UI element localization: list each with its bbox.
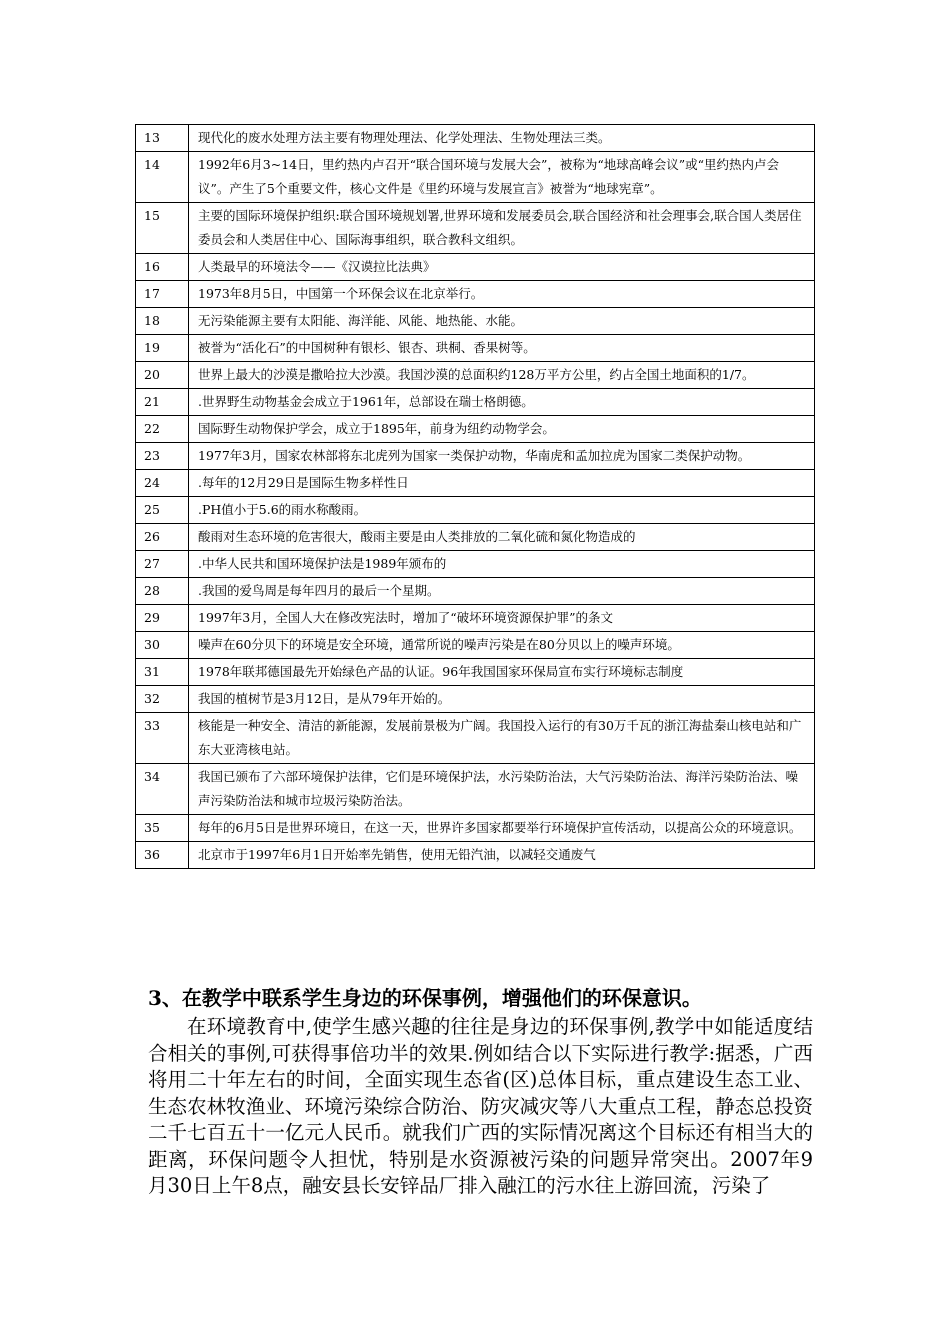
row-text: 每年的6月5日是世界环境日，在这一天，世界许多国家都要举行环境保护宣传活动，以提高公众的环境意识。 (189, 815, 815, 842)
facts-table-body (136, 125, 815, 869)
table-row (136, 842, 815, 869)
table-row (136, 281, 815, 308)
row-number: 20 (136, 362, 189, 389)
row-text: 人类最早的环境法令——《汉谟拉比法典》 (189, 254, 815, 281)
row-text: .世界野生动物基金会成立于1961年，总部设在瑞士格朗德。 (189, 389, 815, 416)
row-text: .每年的12月29日是国际生物多样性日 (189, 470, 815, 497)
row-text: .PH值小于5.6的雨水称酸雨。 (189, 497, 815, 524)
row-number: 27 (136, 551, 189, 578)
row-number: 24 (136, 470, 189, 497)
table-row (136, 524, 815, 551)
row-number: 30 (136, 632, 189, 659)
row-text: 无污染能源主要有太阳能、海洋能、风能、地热能、水能。 (189, 308, 815, 335)
row-text: 噪声在60分贝下的环境是安全环境，通常所说的噪声污染是在80分贝以上的噪声环境。 (189, 632, 815, 659)
row-text: 1973年8月5日，中国第一个环保会议在北京举行。 (189, 281, 815, 308)
row-text: 被誉为“活化石”的中国树种有银杉、银杏、珙桐、香果树等。 (189, 335, 815, 362)
table-row (136, 125, 815, 152)
row-number: 18 (136, 308, 189, 335)
table-row (136, 497, 815, 524)
row-number: 23 (136, 443, 189, 470)
table-row (136, 686, 815, 713)
row-text: 1977年3月，国家农林部将东北虎列为国家一类保护动物，华南虎和孟加拉虎为国家二类保护动物。 (189, 443, 815, 470)
table-row (136, 470, 815, 497)
row-number: 26 (136, 524, 189, 551)
row-text: 现代化的废水处理方法主要有物理处理法、化学处理法、生物处理法三类。 (189, 125, 815, 152)
row-number: 16 (136, 254, 189, 281)
table-row (136, 713, 815, 764)
table-row (136, 254, 815, 281)
row-number: 22 (136, 416, 189, 443)
facts-table (135, 124, 815, 869)
table-row (136, 335, 815, 362)
row-text: 北京市于1997年6月1日开始率先销售，使用无铅汽油，以减轻交通废气 (189, 842, 815, 869)
row-text: 酸雨对生态环境的危害很大，酸雨主要是由人类排放的二氧化硫和氮化物造成的 (189, 524, 815, 551)
row-text: .我国的爱鸟周是每年四月的最后一个星期。 (189, 578, 815, 605)
row-text: 1978年联邦德国最先开始绿色产品的认证。96年我国国家环保局宣布实行环境标志制度 (189, 659, 815, 686)
table-row (136, 815, 815, 842)
row-number: 31 (136, 659, 189, 686)
section-heading: 3、在教学中联系学生身边的环保事例，增强他们的环保意识。 (148, 986, 702, 1010)
row-number: 33 (136, 713, 189, 764)
row-text: 1997年3月，全国人大在修改宪法时，增加了“破坏环境资源保护罪”的条文 (189, 605, 815, 632)
row-number: 36 (136, 842, 189, 869)
row-number: 32 (136, 686, 189, 713)
row-number: 21 (136, 389, 189, 416)
row-number: 35 (136, 815, 189, 842)
row-number: 13 (136, 125, 189, 152)
row-number: 34 (136, 764, 189, 815)
table-row (136, 551, 815, 578)
row-text: 世界上最大的沙漠是撒哈拉大沙漠。我国沙漠的总面积约128万平方公里，约占全国土地面积的1/7。 (189, 362, 815, 389)
row-text: 我国已颁布了六部环境保护法律，它们是环境保护法，水污染防治法，大气污染防治法、海洋污染防治法、噪声污染防治法和城市垃圾污染防治法。 (189, 764, 815, 815)
table-row (136, 308, 815, 335)
row-text: 主要的国际环境保护组织:联合国环境规划署,世界环境和发展委员会,联合国经济和社会理事会,联合国人类居住委员会和人类居住中心、国际海事组织，联合教科文组织。 (189, 203, 815, 254)
table-row (136, 362, 815, 389)
table-row (136, 632, 815, 659)
table-row (136, 416, 815, 443)
row-text: 我国的植树节是3月12日，是从79年开始的。 (189, 686, 815, 713)
table-row (136, 152, 815, 203)
table-row (136, 389, 815, 416)
table-row (136, 605, 815, 632)
row-text: 1992年6月3~14日，里约热内卢召开“联合国环境与发展大会”，被称为“地球高峰会议”或“里约热内卢会议”。产生了5个重要文件，核心文件是《里约环境与发展宣言》被誉为“地球宪章”。 (189, 152, 815, 203)
row-text: .中华人民共和国环境保护法是1989年颁布的 (189, 551, 815, 578)
row-text: 核能是一种安全、清洁的新能源，发展前景极为广阔。我国投入运行的有30万千瓦的浙江海盐秦山核电站和广东大亚湾核电站。 (189, 713, 815, 764)
row-number: 14 (136, 152, 189, 203)
table-row (136, 764, 815, 815)
row-number: 25 (136, 497, 189, 524)
row-number: 28 (136, 578, 189, 605)
row-number: 15 (136, 203, 189, 254)
section-paragraph: 在环境教育中,使学生感兴趣的往往是身边的环保事例,教学中如能适度结合相关的事例,可获得事倍功半的效果.例如结合以下实际进行教学:据悉，广西将用二十年左右的时间，全面实现生态省(区)总体目标，重点建设生态工业、生态农林牧渔业、环境污染综合防治、防灾减灾等八大重点工程，静态总投资二千七百五十一亿元人民币。就我们广西的实际情况离这个目标还有相当大的距离，环保问题令人担忧，特别是水资源被污染的问题异常突出。2007年9月30日上午8点，融安县长安锌品厂排入融江的污水往上游回流，污染了 (148, 1015, 813, 1197)
row-text: 国际野生动物保护学会，成立于1895年，前身为纽约动物学会。 (189, 416, 815, 443)
row-number: 17 (136, 281, 189, 308)
row-number: 19 (136, 335, 189, 362)
row-number: 29 (136, 605, 189, 632)
table-row (136, 578, 815, 605)
table-row (136, 443, 815, 470)
table-row (136, 203, 815, 254)
table-row (136, 659, 815, 686)
